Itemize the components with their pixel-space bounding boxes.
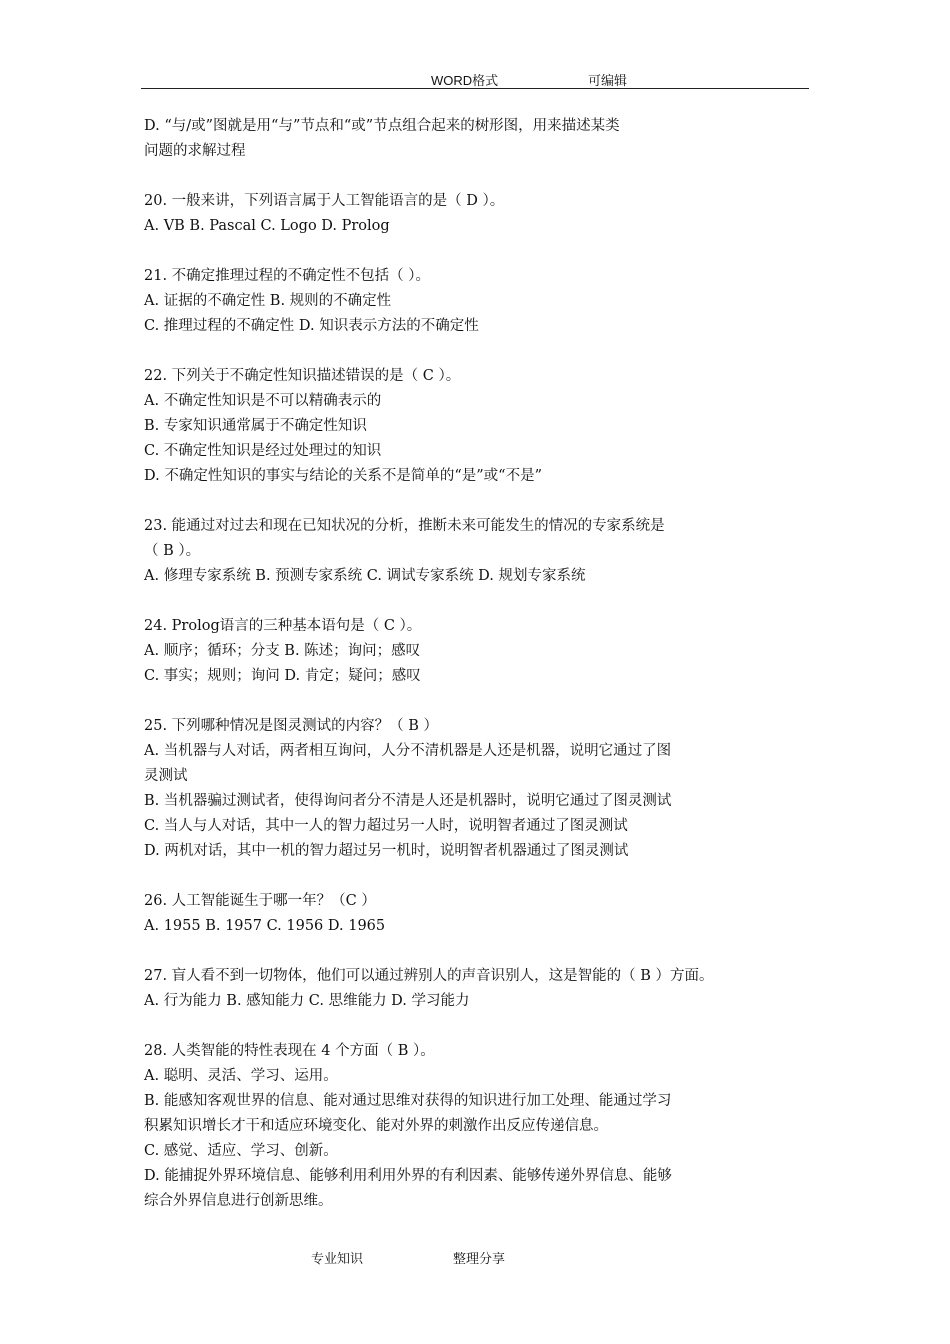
question-block bbox=[144, 264, 824, 339]
text-line: D. “与/或”图就是用“与”节点和“或”节点组合起来的树形图，用来描述某类 bbox=[144, 118, 620, 134]
question-stem: 23. 能通过对过去和现在已知状况的分析，推断未来可能发生的情况的专家系统是 bbox=[144, 518, 665, 534]
question-stem: 25. 下列哪种情况是图灵测试的内容？（ B ） bbox=[144, 718, 439, 734]
question-block bbox=[144, 364, 824, 489]
answer-option: A. 当机器与人对话，两者相互询问，人分不清机器是人还是机器，说明它通过了图 bbox=[144, 743, 672, 759]
question-block bbox=[144, 964, 824, 1014]
question-block bbox=[144, 889, 824, 939]
question-block bbox=[144, 1039, 824, 1214]
header-editable-label: 可编辑 bbox=[588, 73, 628, 88]
question-block bbox=[144, 114, 824, 164]
answer-option: 积累知识增长才干和适应环境变化、能对外界的刺激作出反应传递信息。 bbox=[144, 1118, 608, 1134]
page-header bbox=[141, 70, 809, 89]
question-stem: （ B ）。 bbox=[144, 543, 201, 559]
answer-options: A. 证据的不确定性 B. 规则的不确定性 bbox=[144, 293, 392, 309]
question-stem: 27. 盲人看不到一切物体，他们可以通过辨别人的声音识别人，这是智能的（ B ）方面。 bbox=[144, 968, 714, 984]
answer-option: A. 聪明、灵活、学习、运用。 bbox=[144, 1068, 338, 1084]
answer-options: A. 修理专家系统 B. 预测专家系统 C. 调试专家系统 D. 规划专家系统 bbox=[144, 568, 586, 584]
answer-option: C. 当人与人对话，其中一人的智力超过另一人时，说明智者通过了图灵测试 bbox=[144, 818, 628, 834]
question-block bbox=[144, 514, 824, 589]
answer-options: A. 1955 B. 1957 C. 1956 D. 1965 bbox=[144, 918, 386, 934]
footer-right-label: 整理分享 bbox=[453, 1251, 506, 1266]
answer-option: D. 两机对话，其中一机的智力超过另一机时，说明智者机器通过了图灵测试 bbox=[144, 843, 629, 859]
answer-option: C. 不确定性知识是经过处理过的知识 bbox=[144, 443, 382, 459]
answer-options: A. 行为能力 B. 感知能力 C. 思维能力 D. 学习能力 bbox=[144, 993, 470, 1009]
page-footer bbox=[0, 1248, 950, 1268]
answer-option: C. 感觉、适应、学习、创新。 bbox=[144, 1143, 338, 1159]
question-block bbox=[144, 714, 824, 864]
question-stem: 22. 下列关于不确定性知识描述错误的是（ C ）。 bbox=[144, 368, 461, 384]
answer-option: 灵测试 bbox=[144, 768, 188, 784]
text-line: 问题的求解过程 bbox=[144, 143, 246, 159]
question-stem: 20. 一般来讲，下列语言属于人工智能语言的是（ D ）。 bbox=[144, 193, 505, 209]
answer-options: A. VB B. Pascal C. Logo D. Prolog bbox=[144, 218, 390, 234]
answer-option: D. 能捕捉外界环境信息、能够利用利用外界的有利因素、能够传递外界信息、能够 bbox=[144, 1168, 672, 1184]
answer-option: 综合外界信息进行创新思维。 bbox=[144, 1193, 333, 1209]
answer-option: A. 不确定性知识是不可以精确表示的 bbox=[144, 393, 382, 409]
question-stem: 28. 人类智能的特性表现在 4 个方面（ B ）。 bbox=[144, 1043, 435, 1059]
answer-option: B. 专家知识通常属于不确定性知识 bbox=[144, 418, 367, 434]
answer-option: B. 能感知客观世界的信息、能对通过思维对获得的知识进行加工处理、能通过学习 bbox=[144, 1093, 672, 1109]
answer-option: B. 当机器骗过测试者，使得询问者分不清是人还是机器时，说明它通过了图灵测试 bbox=[144, 793, 672, 809]
question-stem: 24. Prolog语言的三种基本语句是（ C ）。 bbox=[144, 618, 422, 634]
footer-left-label: 专业知识 bbox=[311, 1251, 364, 1266]
answer-options: C. 事实；规则；询问 D. 肯定；疑问；感叹 bbox=[144, 668, 421, 684]
question-block bbox=[144, 614, 824, 689]
question-block bbox=[144, 189, 824, 239]
question-stem: 21. 不确定推理过程的不确定性不包括（ ）。 bbox=[144, 268, 431, 284]
answer-options: A. 顺序；循环；分支 B. 陈述；询问；感叹 bbox=[144, 643, 421, 659]
header-format-label: WORD格式 bbox=[431, 73, 499, 88]
answer-option: D. 不确定性知识的事实与结论的关系不是简单的“是”或“不是” bbox=[144, 468, 542, 484]
question-stem: 26. 人工智能诞生于哪一年？（C ） bbox=[144, 893, 376, 909]
answer-options: C. 推理过程的不确定性 D. 知识表示方法的不确定性 bbox=[144, 318, 479, 334]
document-body bbox=[144, 114, 824, 1214]
